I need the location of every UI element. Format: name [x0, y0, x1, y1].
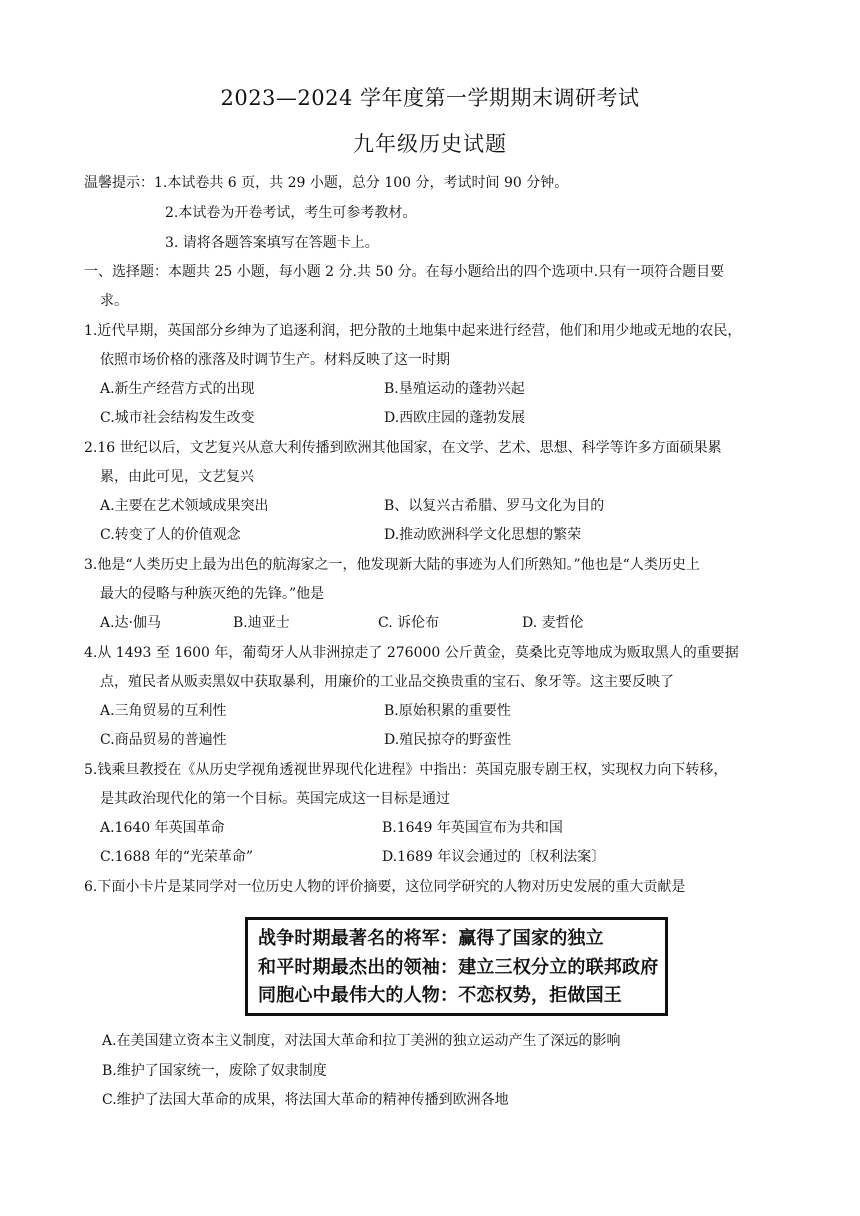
q3-option-c: C. 诉伦布 — [378, 615, 440, 631]
q5-option-b: B.1649 年英国宣布为共和国 — [382, 820, 563, 836]
q2-stem-line2: 累，由此可见，文艺复兴 — [100, 469, 254, 485]
q6-card-line-3: 同胞心中最伟大的人物：不恋权势，拒做国王 — [258, 985, 622, 1006]
q6-card-line-1: 战争时期最著名的将军：赢得了国家的独立 — [258, 928, 604, 949]
q2-stem-line1: 2.16 世纪以后，文艺复兴从意大利传播到欧洲其他国家，在文学、艺术、思想、科学等许多方面硕果累 — [84, 440, 722, 456]
tip-1: 温馨提示：1.本试卷共 6 页，共 29 小题，总分 100 分，考试时间 90 分钟。 — [84, 175, 569, 191]
q3-option-a: A.达·伽马 — [100, 615, 162, 631]
section1-instructions-line1: 一、选择题：本题共 25 小题，每小题 2 分.共 50 分。在每小题给出的四个选项中.只有一项符合题目要 — [84, 264, 725, 280]
q6-card-line-2: 和平时期最杰出的领袖：建立三权分立的联邦政府 — [258, 957, 659, 978]
section1-instructions-line2: 求。 — [100, 293, 128, 309]
q4-option-b: B.原始积累的重要性 — [384, 703, 511, 719]
q4-stem-line2: 点，殖民者从贩卖黑奴中获取暴利，用廉价的工业品交换贵重的宝石、象牙等。这主要反映了 — [100, 674, 674, 690]
exam-title: 2023—2024 学年度第一学期期末调研考试 — [220, 86, 640, 110]
q6-evaluation-card — [245, 917, 668, 1016]
exam-subtitle: 九年级历史试题 — [353, 132, 507, 156]
q5-option-c: C.1688 年的“光荣革命” — [100, 849, 254, 865]
q5-option-a: A.1640 年英国革命 — [100, 820, 225, 836]
q2-option-c: C.转变了人的价值观念 — [100, 527, 241, 543]
q1-option-a: A.新生产经营方式的出现 — [100, 381, 255, 397]
q2-option-a: A.主要在艺术领域成果突出 — [100, 498, 269, 514]
q2-option-b: B、以复兴古希腊、罗马文化为目的 — [384, 498, 605, 514]
q5-stem-line1: 5.钱乘旦教授在《从历史学视角透视世界现代化进程》中指出：英国克服专剧王权，实现权力向下转移， — [84, 762, 728, 778]
tip-3: 3. 请将各题答案填写在答题卡上。 — [165, 235, 379, 251]
q3-option-d: D. 麦哲伦 — [522, 615, 584, 631]
q2-option-d: D.推动欧洲科学文化思想的繁荣 — [384, 527, 582, 543]
q6-stem-line1: 6.下面小卡片是某同学对一位历史人物的评价摘要，这位同学研究的人物对历史发展的重大贡献是 — [84, 879, 686, 895]
q1-stem-line1: 1.近代早期，英国部分乡绅为了追逐利润，把分散的土地集中起来进行经营，他们和用少地或无地的农民， — [84, 323, 742, 339]
q5-option-d: D.1689 年议会通过的〔权利法案〕 — [382, 849, 606, 865]
q1-stem-line2: 依照市场价格的涨落及时调节生产。材料反映了这一时期 — [100, 352, 450, 368]
q1-option-b: B.垦殖运动的蓬勃兴起 — [384, 381, 525, 397]
q4-option-d: D.殖民掠夺的野蛮性 — [384, 732, 512, 748]
q4-stem-line1: 4.从 1493 至 1600 年，葡萄牙人从非洲掠走了 276000 公斤黄金，莫桑比克等地成为贩取黑人的重要据 — [84, 645, 739, 661]
q6-option-b: B.维护了国家统一，废除了奴隶制度 — [102, 1063, 327, 1079]
q3-option-b: B.迪亚士 — [233, 615, 290, 631]
q3-stem-line2: 最大的侵略与种族灭绝的先锋。”他是 — [100, 586, 325, 602]
q6-option-a: A.在美国建立资本主义制度，对法国大革命和拉丁美洲的独立运动产生了深远的影响 — [102, 1033, 621, 1049]
q1-option-d: D.西欧庄园的蓬勃发展 — [384, 410, 526, 426]
q1-option-c: C.城市社会结构发生改变 — [100, 410, 255, 426]
q3-stem-line1: 3.他是“人类历史上最为出色的航海家之一，他发现新大陆的事迹为人们所熟知。”他也是“人类历史上 — [84, 557, 700, 573]
tip-2: 2.本试卷为开卷考试，考生可参考教材。 — [165, 205, 417, 221]
q4-option-c: C.商品贸易的普遍性 — [100, 732, 227, 748]
q5-stem-line2: 是其政治现代化的第一个目标。英国完成这一目标是通过 — [100, 791, 450, 807]
q6-option-c: C.维护了法国大革命的成果，将法国大革命的精神传播到欧洲各地 — [102, 1092, 509, 1108]
q4-option-a: A.三角贸易的互利性 — [100, 703, 227, 719]
